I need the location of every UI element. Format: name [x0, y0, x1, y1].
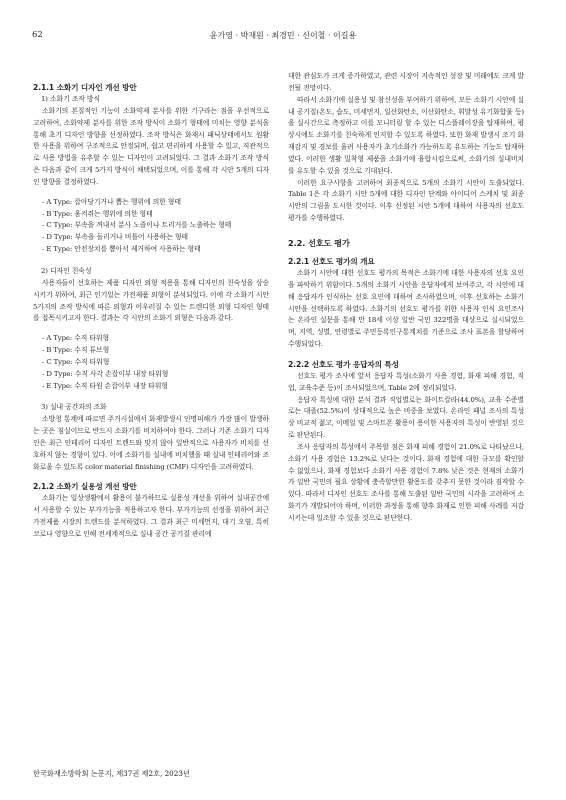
subsection-3-paragraph: 소방청 통계에 따르면 주거시설에서 화재발생시 인명피해가 가장 많이 발생하는 곳은 침실이므로 반드시 소화기를 비치하여야 한다. 그러나 기존 소화기 디자인은 최근 인테리어 디자인 트렌드와 맞지 않아 일반적으로 사용자가 비치를 선호하지 않는 경향이 있다. 이에 소화기를 실내에 비치했을 때 실내 인테리어와 조화로울 수 있도록 color material finishing (CMF) 디자인을 고려하였다.	[33, 415, 269, 471]
list-item: - B Type: 수직 튜브형	[42, 346, 110, 355]
list-item: - C Type: 수직 타워형	[42, 357, 110, 366]
shape-type-list	[33, 333, 269, 392]
list-item: - E Type: 수직 타원 손잡이부 내장 타워형	[42, 381, 168, 390]
list-item: - B Type: 움켜쥐는 행위에 의한 형태	[42, 209, 153, 218]
proposal-paragraph: 이러한 요구사항을 고려하여 최종적으로 5개의 소화기 시안이 도출되었다. Table 1은 각 소화기 시안 5개에 대한 디자인 단계와 아이디어 스케치 및 최종 시안의 그림을 도시한 것이다. 이후 선정된 시안 5개에 대하여 사용자의 선호도 평가를 수행하였다.	[288, 178, 524, 223]
list-item: - D Type: 수직 사각 손잡이부 내장 타워형	[42, 369, 169, 378]
subsection-2-paragraph: 사용자들이 선호하는 제품 디자인 외형 적용을 통해 디자인의 친숙성을 상승시키기 위하여, 최근 인기있는 가전제품 외형이 분석되었다. 이에 각 소화기 시안 5가지의 조작 방식에 따른 외형과 어우러질 수 있는 트렌디한 외형 디자인 형태를 접목시키고자 한다. 결과는 각 시안의 소화기 외형은 다음과 같다.	[33, 278, 269, 323]
operation-type-list	[33, 197, 269, 256]
section-2-1-2-paragraph: 소화기는 일상생활에서 활용이 불가하므로 실용성 개선을 위하여 실내공간에서 사용할 수 있는 부가기능을 적용하고자 한다. 부가기능의 선정을 위하여 최근 가전제품 시장의 트렌드를 분석하였다. 그 결과 최근 미세먼지, 대기 오염, 특히 코로나 영향으로 인해 전세계적으로 실내 공간 공기질 관리에	[33, 494, 269, 538]
subsection-1-paragraph: 소화기의 본질적인 기능이 소화약제 분사를 위한 기구라는 점을 우선적으로 고려하여, 소화약제 분사를 위한 조작 방식이 소화기 형태에 미치는 영향 분석을 통해 초기 디자인 방향을 선정하였다. 조작 방식은 화재시 패닉상태에서도 원활한 사용을 위하여 구조적으로 안정되며, 쉽고 편리하게 사용할 수 있고, 직관적으로 사용 방법을 유추할 수 있는 디자인이 고려되었다. 그 결과 소화기 조작 방식은 다음과 같이 크게 5가지 방식이 채택되었으며, 이를 통해 각 시안 5개의 디자인 방향을 결정하였다.	[33, 106, 269, 186]
subsection-2-title: 2) 디자인 친숙성	[41, 266, 92, 275]
list-item: - D Type: 부속을 돌리거나 비틀어 사용하는 형태	[42, 233, 188, 242]
section-2-2-heading: 2.2. 선호도 평가	[288, 237, 350, 248]
section-2-2-1-heading: 2.2.1 선호도 평가의 개요	[288, 256, 375, 266]
page-number: 62	[32, 30, 43, 40]
list-item: - A Type: 잡아당기거나 뽑는 행위에 의한 형태	[42, 197, 181, 206]
list-item: - E Type: 안전장치를 뽑아서 제거하여 사용하는 형태	[42, 245, 201, 254]
section-2-2-1-paragraph: 소화기 시안에 대한 선호도 평가의 목적은 소화기에 대한 사용자의 선호 요인을 파악하기 위함이다. 5개의 소화기 시안을 응답자에게 보여주고, 각 시안에 대해 응답자가 인식하는 선호 요인에 대하여 조사하였으며, 이후 선호하는 소화기 시안을 선택하도록 하였다. 소화기의 선호도 평가를 위한 사용자 인식 요인조사는 온라인 설문을 통해 만 18세 이상 일반 국민 322명을 대상으로 실시되었으며, 지역, 성별, 연령별로 주민등록인구통계치를 기준으로 조사 표본을 할당하여 수행되었다.	[288, 268, 524, 349]
continued-paragraph: 대한 관심도가 크게 증가하였고, 관련 시장이 지속적인 성장 및 미래에도 크게 발전될 전망이다.	[288, 72, 524, 92]
list-item: - C Type: 부속을 꺼내서 분사 노즐이나 트리거를 노출하는 형태	[42, 221, 232, 230]
running-header	[32, 30, 534, 44]
list-item: - A Type: 수직 타워형	[42, 334, 110, 343]
left-column	[33, 82, 269, 541]
section-2-2-2-paragraph-1: 선호도 평가 조사에 앞서 응답자 특성(소화기 사용 경험, 화재 피해 경험, 직업, 교육수준 등)이 조사되었으며, Table 2에 정리되었다.	[288, 371, 524, 392]
journal-footer: 한국화재소방학회 논문지, 제37권 제2호, 2023년	[33, 769, 190, 778]
subsection-3-title: 3) 실내 공간과의 조화	[41, 403, 107, 412]
section-2-1-2-heading: 2.1.2 소화기 실용성 개선 방안	[33, 482, 137, 492]
section-2-2-2-paragraph-3: 조사 응답자의 특성에서 주목할 점은 화재 피해 경험이 21.0%로 나타났으나, 소화기 사용 경험은 13.2%로 낮다는 것이다. 화재 경험에 대한 규모를 확인할 수 없었으나, 화재 경험보다 소화기 사용 경험이 7.8% 낮은 것은 현재의 소화기가 일반 국민의 필요 상황에 충족할만한 활용도를 갖추지 못한 것이라 짐작할 수 있다. 따라서 디자인 선호도 조사를 통해 도출된 일반 국민의 시각을 고려하여 소화기가 개발되어야 하며, 이러한 과정을 통해 향후 화재로 인한 피해 사례를 저감시키는데 일조할 수 있을 것으로 판단한다.	[288, 442, 524, 522]
subsection-1-title: 1) 소화기 조작 방식	[41, 95, 101, 103]
section-2-2-2-heading: 2.2.2 선호도 평가 응답자의 특성	[288, 359, 399, 369]
practicality-paragraph: 따라서 소화기에 실용성 및 참신성을 부여하기 위하여, 모든 소화기 시안에 실내 공기질(온도, 습도, 미세먼지, 일산화탄소, 이산화탄소, 휘발성 유기화합물 등)을 실시간으로 측정하고 이를 모니터링 할 수 있는 디스플레이장을 탑재하여, 평상시에도 소화기를 친숙하게 인지할 수 있도록 하였다. 또한 화재 발생시 조기 화재감지 및 경보를 울려 사용자가 초기소화가 가능하도록 유도하는 기능도 탑재하였다. 이러한 생활 밀착형 제품을 소화기에 융합시킴으로써, 소화기의 실내비치를 유도할 수 있을 것으로 기대된다.	[288, 95, 524, 175]
section-2-1-1-heading: 2.1.1 소화기 디자인 개선 방안	[33, 83, 137, 92]
author-line: 윤가영 · 박재원 · 최경민 · 신이철 · 이길용	[209, 31, 357, 40]
section-2-2-2-paragraph-2: 응답자 특성에 대한 분석 결과 직업별로는 화이트칼라(44.0%), 교육 수준별로는 대졸(52.5%)이 상대적으로 높은 비중을 보였다. 온라인 패널 조사의 특성상 비교적 젊고, 이메일 및 스마트폰 활용이 용이한 사용자의 특성이 반영된 것으로 판단된다.	[288, 395, 524, 440]
right-column	[288, 71, 524, 525]
